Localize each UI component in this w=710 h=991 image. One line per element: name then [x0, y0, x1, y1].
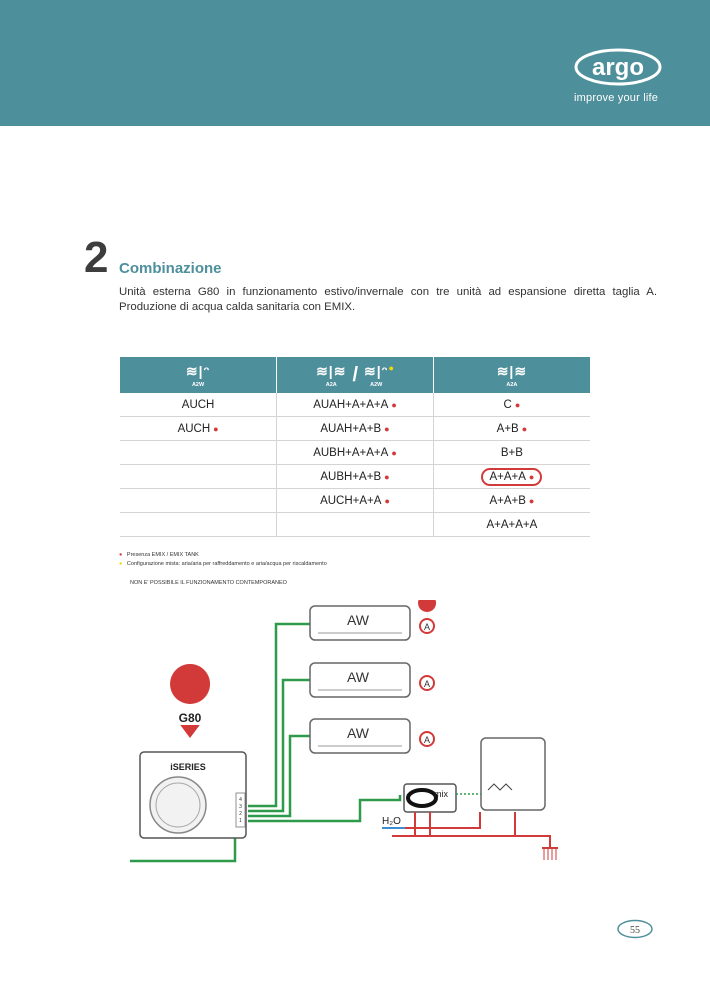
table-cell: C ● [433, 393, 590, 417]
header-col-mixed [277, 357, 434, 393]
section-title: Combinazione [119, 260, 222, 277]
outdoor-unit [140, 752, 246, 838]
table-cell [433, 465, 590, 489]
indoor-unit [310, 663, 410, 697]
table-cell: AUCH [120, 393, 277, 417]
header-banner [0, 0, 710, 126]
svg-text:A: A [423, 735, 431, 745]
combination-table [120, 357, 590, 537]
fan-water-icon: ≋|ᵔ [185, 362, 211, 379]
red-dot-icon: ● [213, 423, 219, 434]
table-cell [120, 441, 277, 465]
table-row [120, 465, 590, 489]
legend-red-item: ● Presenza EMIX / EMIX TANK [119, 552, 199, 558]
table-cell: A+A+A+A [433, 513, 590, 537]
header-label: A2A [325, 381, 337, 388]
red-dot-icon: ● [384, 495, 390, 506]
fan-water-icon: ≋|ᵔ [364, 362, 389, 379]
water-circuit [382, 812, 558, 860]
red-dot-icon: ● [119, 552, 123, 558]
header-label: A2A [506, 381, 518, 388]
table-cell: AUBH+A+A+A ● [277, 441, 434, 465]
table-cell: AUAH+A+A+A ● [277, 393, 434, 417]
size-a-marker [418, 600, 436, 634]
fan-fan-icon: ≋|≋ [496, 362, 528, 379]
yellow-dot-icon: ● [388, 362, 394, 373]
section-description: Unità esterna G80 in funzionamento estivo/invernale con tre unità ad espansione diretta taglia A. Produzione di acqua calda sanitaria con EMIX. [119, 286, 657, 313]
page-number: 55 [630, 925, 640, 936]
legend [119, 551, 327, 569]
svg-text:AW: AW [346, 612, 370, 628]
red-dot-icon: ● [521, 423, 528, 434]
argo-logo [574, 48, 662, 86]
simultaneous-note: NON E' POSSIBILE IL FUNZIONAMENTO CONTEMPORANEO [130, 580, 287, 586]
water-label: H₂O [382, 816, 401, 827]
table-cell: B+B [433, 441, 590, 465]
svg-text:A: A [423, 679, 431, 689]
svg-text:4: 4 [239, 797, 242, 803]
svg-text:A: A [423, 622, 431, 632]
fan-fan-icon: ≋|≋ [316, 362, 347, 379]
header-col-a2a [433, 357, 590, 393]
header-label: A2W [370, 381, 383, 388]
table-cell: A+B ● [433, 417, 590, 441]
logo-text: argo [591, 54, 645, 81]
water-heater-tank [456, 738, 545, 810]
red-dot-icon: ● [384, 423, 390, 434]
svg-text:mix: mix [434, 789, 448, 799]
red-dot-icon: ● [391, 399, 397, 410]
header-col-a2w [120, 357, 277, 393]
table-row [120, 393, 590, 417]
table-cell [120, 513, 277, 537]
table-cell: AUCH+A+A ● [277, 489, 434, 513]
red-dot-icon: ● [528, 471, 535, 482]
page-number-badge [616, 919, 654, 939]
size-a-marker [419, 731, 435, 747]
svg-text:3: 3 [239, 804, 242, 810]
highlighted-combination: A+A+A ● [481, 468, 542, 486]
table-cell: A+A+B ● [433, 489, 590, 513]
svg-text:iSERIES: iSERIES [170, 762, 206, 772]
table-cell [120, 465, 277, 489]
indoor-unit [310, 719, 410, 753]
emix-module [404, 784, 456, 812]
header-label: A2W [191, 381, 205, 388]
header-slash: / [352, 363, 359, 386]
svg-text:1: 1 [239, 818, 242, 824]
red-dot-icon: ● [391, 447, 397, 458]
section-number: 2 [84, 233, 109, 282]
indoor-unit [310, 606, 410, 640]
svg-text:AW: AW [346, 725, 370, 741]
table-cell [277, 513, 434, 537]
yellow-dot-icon: ● [119, 561, 123, 567]
svg-text:AW: AW [346, 669, 370, 685]
red-dot-icon: ● [384, 471, 390, 482]
table-cell: AUCH ● [120, 417, 277, 441]
size-a-marker [419, 675, 435, 691]
table-cell: AUAH+A+B ● [277, 417, 434, 441]
red-dot-icon: ● [514, 399, 521, 410]
table-row [120, 513, 590, 537]
table-cell: AUBH+A+B ● [277, 465, 434, 489]
table-row [120, 417, 590, 441]
tagline: improve your life [574, 92, 659, 104]
svg-text:2: 2 [239, 811, 242, 817]
svg-text:G80: G80 [178, 711, 202, 725]
system-diagram [130, 600, 580, 880]
table-row [120, 441, 590, 465]
legend-yellow-item: ● Configurazione mista: aria/aria per raffreddamento e aria/acqua per riscaldamento [119, 561, 327, 567]
table-cell [120, 489, 277, 513]
g80-location-pin [170, 664, 210, 738]
red-dot-icon: ● [528, 495, 535, 506]
table-row [120, 489, 590, 513]
